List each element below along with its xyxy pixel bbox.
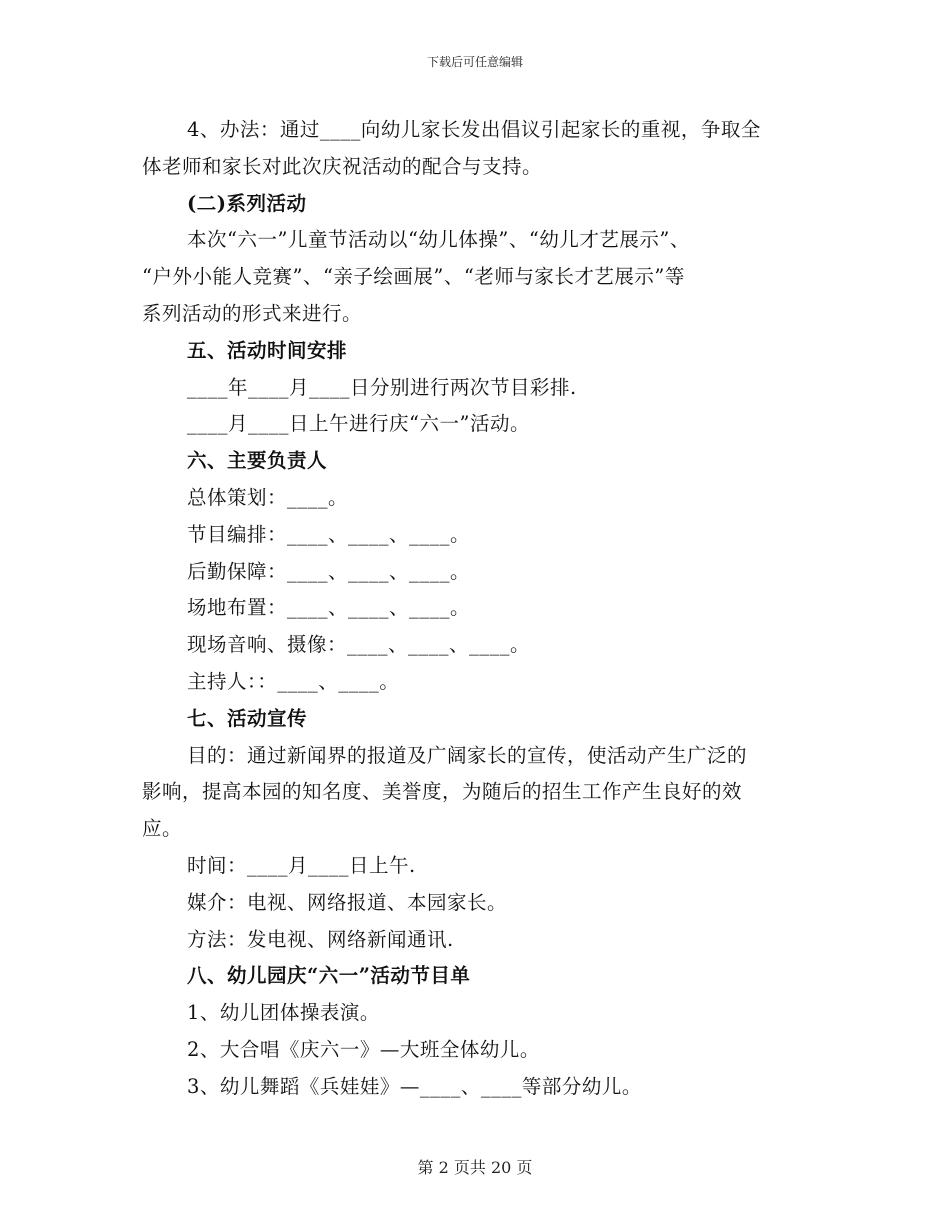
paragraph-line: ____月____日上午进行庆“六一”活动。 [187,412,530,436]
section-heading: 七、活动宣传 [187,706,308,730]
paragraph-line: 4、办法：通过____向幼儿家长发出倡议引起家长的重视，争取全 [187,118,761,141]
paragraph-line: 体老师和家长对此次庆祝活动的配合与支持。 [142,154,543,178]
document-body [142,112,807,1106]
paragraph-line: 2、大合唱《庆六一》—大班全体幼儿。 [187,1037,540,1061]
paragraph-line: 影响，提高本园的知名度、美誉度，为随后的招生工作产生良好的效 [142,780,743,804]
paragraph-line: 目的：通过新闻界的报道及广阔家长的宣传，使活动产生广泛的 [187,743,748,767]
paragraph-line: ____年____月____日分别进行两次节目彩排. [187,375,577,399]
paragraph-line: 方法：发电视、网络新闻通讯. [187,927,454,951]
paragraph-line: “户外小能人竞赛”、“亲子绘画展”、“老师与家长才艺展示”等 [142,265,685,289]
paragraph-line: 系列活动的形式来进行。 [142,301,363,325]
paragraph-line: 节目编排：____、____、____。 [187,522,471,546]
paragraph-line: 应。 [142,817,183,841]
section-heading: (二)系列活动 [187,191,307,215]
paragraph-line: 主持人：：____、____。 [187,669,400,693]
paragraph-line: 媒介：电视、网络报道、本园家长。 [187,890,508,914]
paragraph-line: 本次“六一”儿童节活动以“幼儿体操”、“幼儿才艺展示”、 [187,228,690,252]
paragraph-line: 1、幼儿团体操表演。 [187,1001,380,1025]
paragraph-line: 后勤保障：____、____、____。 [187,559,471,583]
paragraph-line: 3、幼儿舞蹈《兵娃娃》—____、____等部分幼儿。 [187,1074,642,1098]
section-heading: 八、幼儿园庆“六一”活动节目单 [187,964,471,988]
section-heading: 五、活动时间安排 [187,338,348,362]
page-footer: 第 2 页共 20 页 [417,1158,533,1177]
paragraph-line: 场地布置：____、____、____。 [187,596,471,620]
paragraph-line: 总体策划：____。 [187,485,349,509]
page-header: 下载后可任意编辑 [426,55,523,69]
paragraph-line: 时间：____月____日上午. [187,853,416,877]
paragraph-line: 现场音响、摄像：____、____、____。 [187,633,531,657]
section-heading: 六、主要负责人 [187,449,328,473]
